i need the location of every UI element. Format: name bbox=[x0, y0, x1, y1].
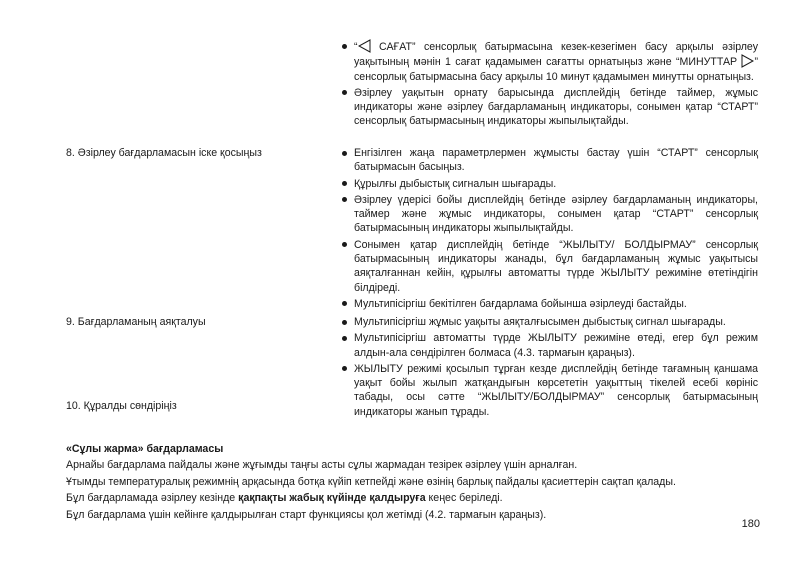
line3-after: кеңес беріледі. bbox=[425, 492, 503, 505]
paragraph-line: Бұл бағдарлама үшін кейінге қалдырылған старт функциясы қол жетімді (4.2. тармағын қараңыз). bbox=[66, 508, 547, 521]
step-10-title: 10. Құралды сөндіріңіз bbox=[66, 400, 177, 412]
list-item: Мультипісіргіш бекітілген бағдарлама бойынша әзірлеуді бастайды. bbox=[340, 297, 758, 311]
time-setting-bullets bbox=[340, 39, 758, 131]
list-item: Мультипісіргіш автоматты түрде ЖЫЛЫТУ режиміне өтеді, егер бұл режим алдын-ала сөндірілген болмаса (4.3. тармағын қараңыз). bbox=[340, 331, 758, 360]
step-8-title: 8. Әзірлеу бағдарламасын іске қосыңыз bbox=[66, 147, 262, 159]
oatmeal-program-section bbox=[66, 441, 766, 523]
paragraph-line bbox=[66, 490, 766, 506]
list-item: Құрылғы дыбыстық сигналын шығарады. bbox=[340, 177, 758, 191]
minute-instruction: ” сенсорлық батырмасына басу арқылы 10 минут қадамымен минутты орнатыңыз. bbox=[354, 56, 758, 83]
triangle-right-icon bbox=[741, 54, 754, 68]
lid-closed-emphasis: қақпақты жабық күйінде қалдыруға bbox=[238, 492, 426, 505]
section-heading: «Сұлы жарма» бағдарламасы bbox=[66, 443, 224, 455]
list-item: Енгізілген жаңа параметрлермен жұмысты бастау үшін “СТАРТ” сенсорлық батырмасын басыңыз. bbox=[340, 146, 758, 175]
triangle-left-icon bbox=[358, 39, 371, 53]
open-quote: “ bbox=[354, 41, 358, 53]
step-8-bullets bbox=[340, 146, 758, 313]
list-item: Сонымен қатар дисплейдің бетінде “ЖЫЛЫТУ/ БОЛДЫРМАУ” сенсорлық батырмасының индикаторы жанады, бұл бағдарламаның жұмыс уақытысы аяқталғаннан кейін, құрылғы автоматты түрде ЖЫЛЫТУ режиміне өтетіндігін білдіреді. bbox=[340, 238, 758, 295]
sagat-instruction: САҒАТ” сенсорлық батырмасына кезек-кезегімен басу арқылы әзірлеу уақытының мәнін 1 сағат қадамымен сағатты орнатыңыз және “МИНУТТАР bbox=[354, 41, 758, 69]
list-item: Әзірлеу үдерісі бойы дисплейдің бетінде әзірлеу бағдарламаның индикаторы, таймер және жұмыс индикаторы, сонымен қатар “СТАРТ” сенсорлық батырмасының индикаторы жыпылықтайды. bbox=[340, 193, 758, 236]
step-9-bullets bbox=[340, 315, 758, 421]
list-item bbox=[340, 39, 758, 84]
list-item: Әзірлеу уақытын орнату барысында дисплейдің бетінде таймер, жұмыс индикаторы және әзірлеу бағдарламаның индикаторы, сонымен қатар “СТАРТ” сенсорлық батырмасының индикаторы жыпылықтайды. bbox=[340, 86, 758, 129]
list-item: ЖЫЛЫТУ режимі қосылып тұрған кезде дисплейдің бетінде тағамның қаншама уақыт бойы жылып жатқандығын көрсететін уақыттың тікелей есебі көрініс табады, осы сәтте “ЖЫЛЫТУ/БОЛДЫРМАУ” сенсорлық батырмасының индикаторы жанып тұрады. bbox=[340, 362, 758, 419]
step-9-title: 9. Бағдарламаның аяқталуы bbox=[66, 316, 206, 328]
list-item: Мультипісіргіш жұмыс уақыты аяқталғысымен дыбыстық сигнал шығарады. bbox=[340, 315, 758, 329]
page-number: 180 bbox=[741, 518, 760, 530]
paragraph-line: Арнайы бағдарлама пайдалы және жұғымды таңғы асты сұлы жармадан тезірек әзірлеу үшін арналған. bbox=[66, 459, 578, 472]
paragraph-line: Ұтымды температуралық режимнің арқасында ботқа күйіп кетпейді және өзінің барлық пайдалы қасиеттерін сақтап қалады. bbox=[66, 475, 676, 488]
line3-before: Бұл бағдарламада әзірлеу кезінде bbox=[66, 492, 239, 505]
